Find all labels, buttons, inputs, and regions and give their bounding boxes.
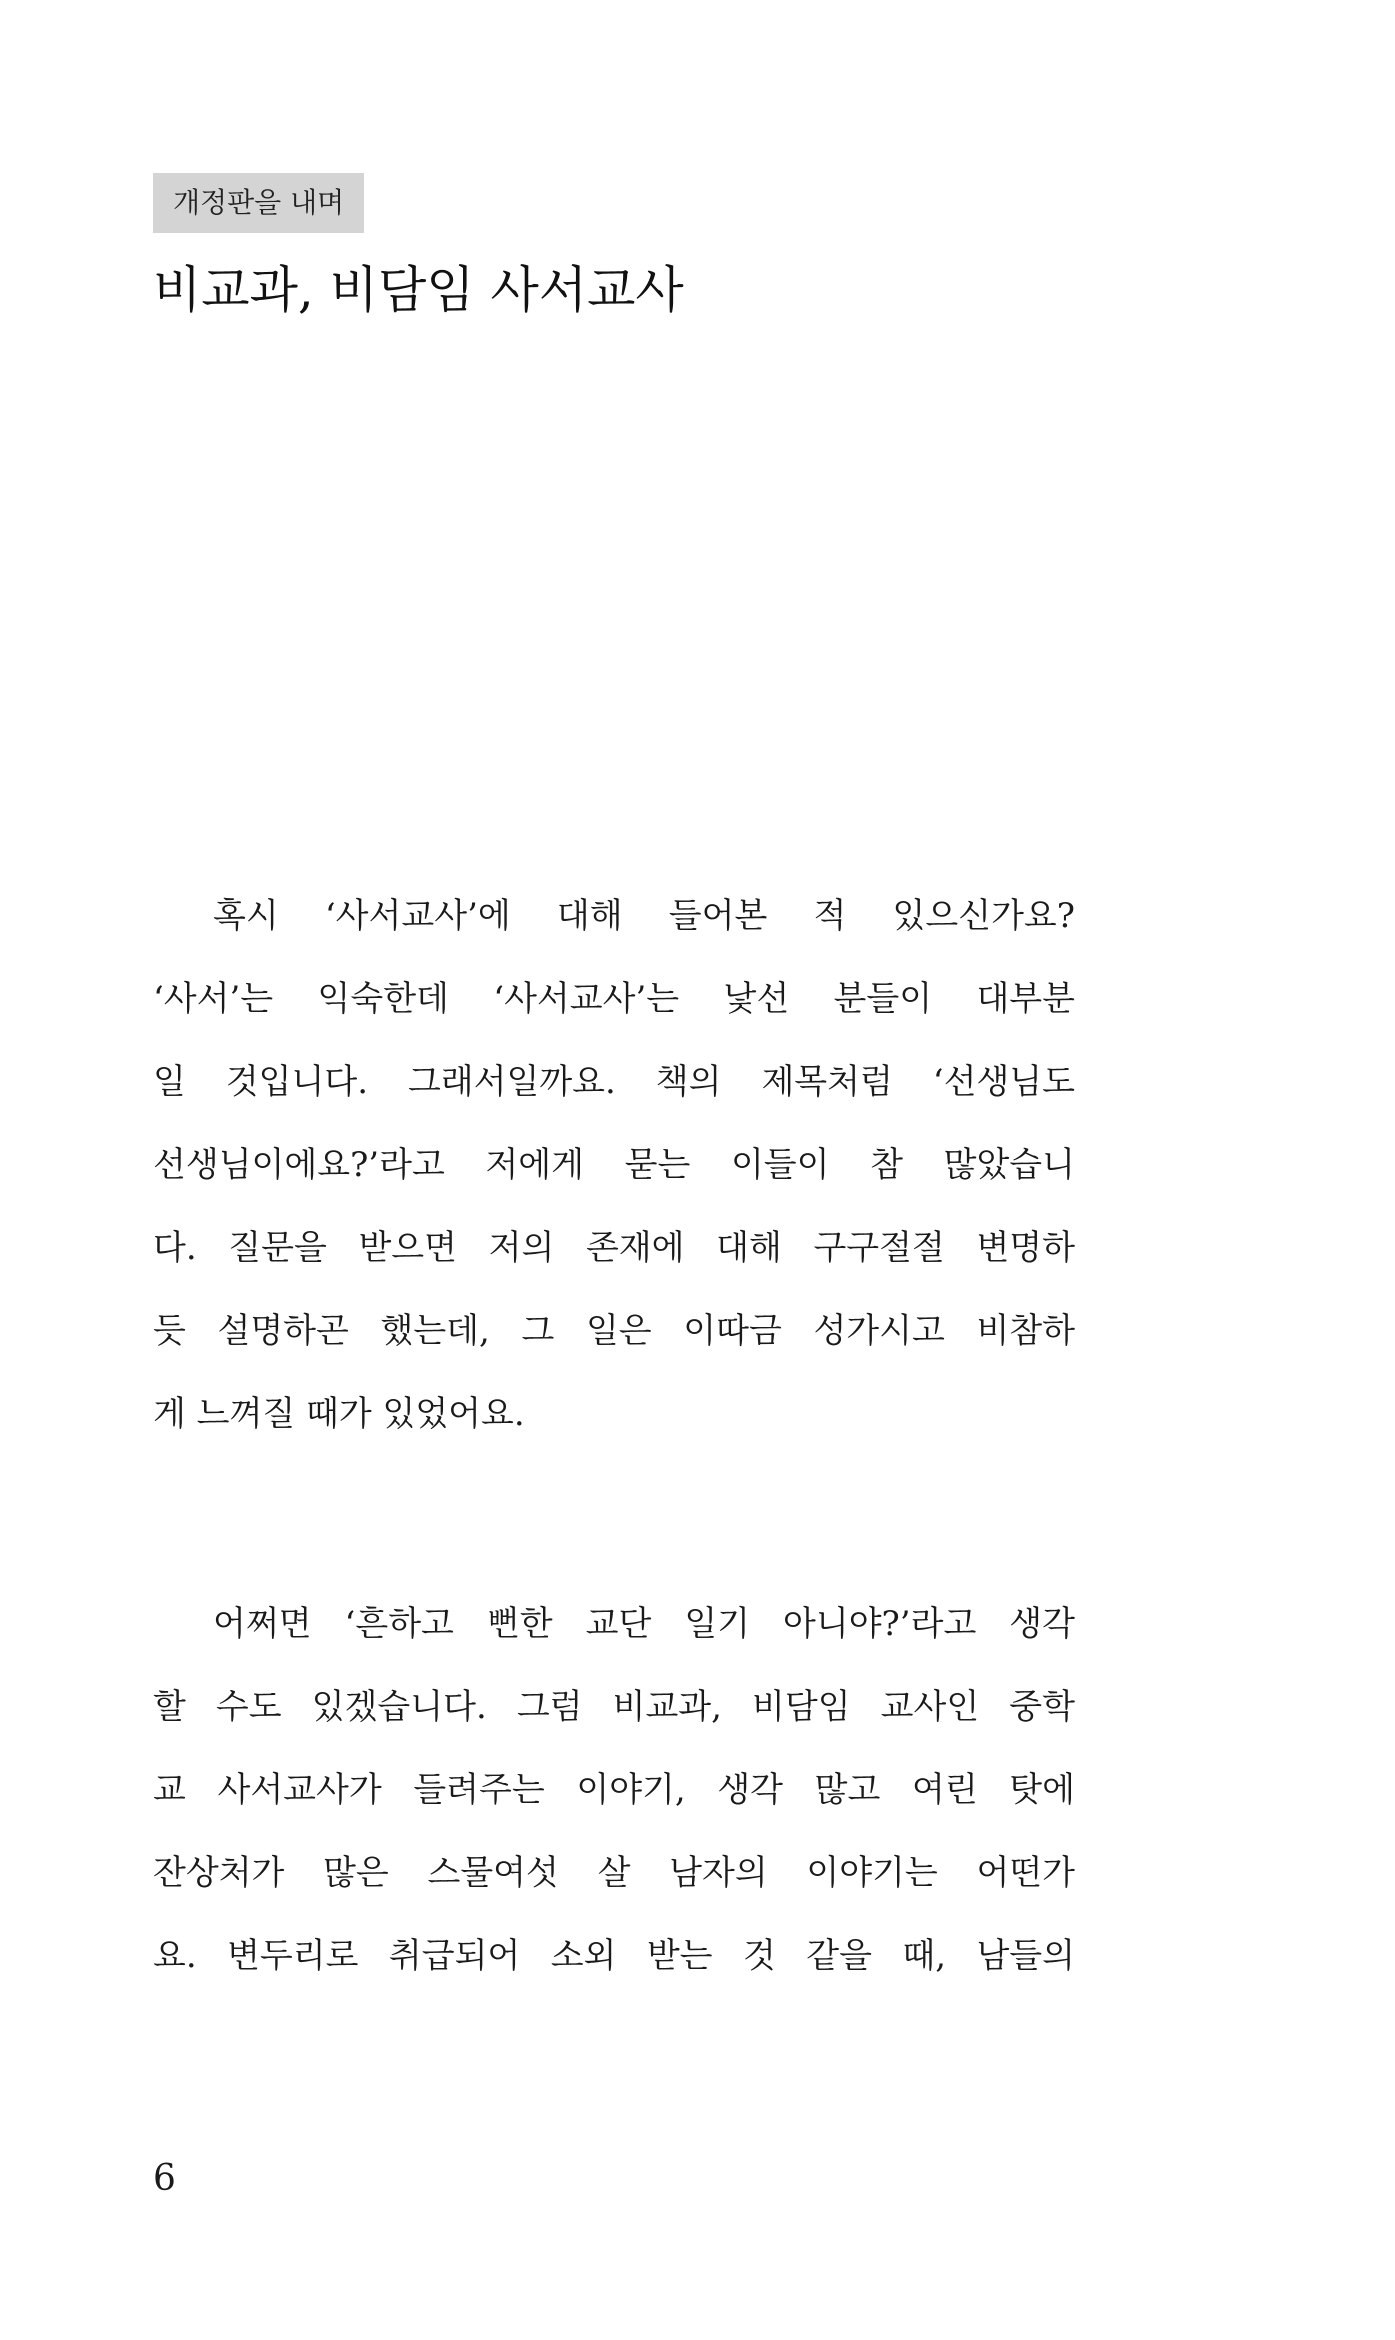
- paragraph-line: 듯 설명하곤 했는데, 그 일은 이따금 성가시고 비참하: [153, 1311, 1075, 1351]
- paragraph-line: 요. 변두리로 취급되어 소외 받는 것 같을 때, 남들의: [153, 1936, 1075, 1976]
- paragraph-line: 할 수도 있겠습니다. 그럼 비교과, 비담임 교사인 중학: [153, 1687, 1075, 1727]
- paragraph-line: ‘사서’는 익숙한데 ‘사서교사’는 낯선 분들이 대부분: [153, 979, 1075, 1019]
- paragraph-2: [153, 1583, 1075, 1998]
- paragraph-1: [153, 875, 1075, 1456]
- paragraph-line: 교 사서교사가 들려주는 이야기, 생각 많고 여린 탓에: [153, 1770, 1075, 1810]
- chapter-title: 비교과, 비담임 사서교사: [153, 261, 684, 319]
- paragraph-line: 일 것입니다. 그래서일까요. 책의 제목처럼 ‘선생님도: [153, 1062, 1075, 1102]
- paragraph-line: 잔상처가 많은 스물여섯 살 남자의 이야기는 어떤가: [153, 1853, 1075, 1893]
- paragraph-line: 선생님이에요?’라고 저에게 묻는 이들이 참 많았습니: [153, 1145, 1075, 1185]
- paragraph-line: 어쩌면 ‘흔하고 뻔한 교단 일기 아니야?’라고 생각: [213, 1604, 1075, 1644]
- paragraph-line: 게 느껴질 때가 있었어요.: [153, 1394, 525, 1434]
- section-label: 개정판을 내며: [153, 173, 364, 233]
- paragraph-line: 혹시 ‘사서교사’에 대해 들어본 적 있으신가요?: [213, 896, 1075, 936]
- page-number: 6: [153, 2158, 176, 2199]
- paragraph-line: 다. 질문을 받으면 저의 존재에 대해 구구절절 변명하: [153, 1228, 1075, 1268]
